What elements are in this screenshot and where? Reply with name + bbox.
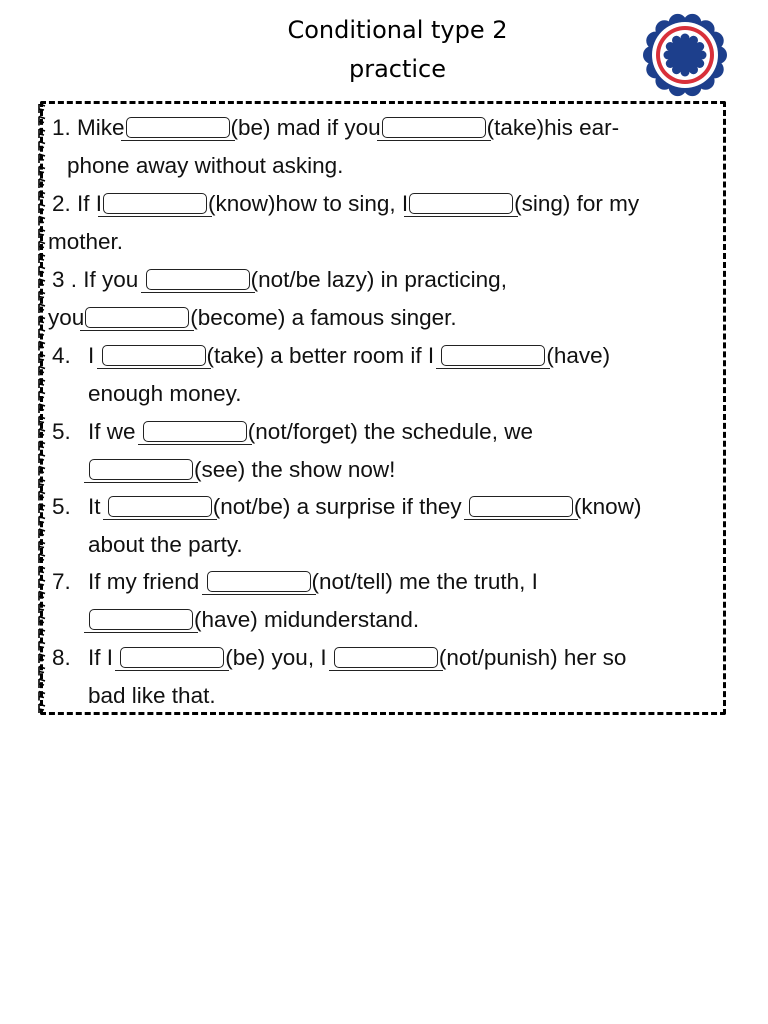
exercise-4-number: 4.: [52, 343, 71, 368]
title-line-2: practice: [348, 55, 447, 83]
answer-blank[interactable]: [103, 193, 207, 214]
exercise-3-line-1: 3 . If you (not/be lazy) in practicing,: [52, 267, 507, 292]
exercise-3-line-2: you (become) a famous singer.: [48, 305, 457, 330]
exercise-7-number: 7.: [52, 569, 71, 594]
exercise-2-line-2: mother.: [48, 229, 124, 254]
exercise-8-line-2: bad like that.: [88, 683, 216, 708]
title-line-1: Conditional type 2: [287, 16, 508, 44]
answer-blank[interactable]: [334, 647, 438, 668]
answer-blank[interactable]: [89, 609, 193, 630]
answer-blank[interactable]: [126, 117, 230, 138]
exercise-8-line-1: If I (be) you, I (not/punish) her so: [88, 645, 627, 670]
exercise-5-line-1: If we (not/forget) the schedule, we: [88, 419, 533, 444]
exercise-1-line-2: phone away without asking.: [67, 153, 344, 178]
exercise-2-line-1: 2. If I (know)how to sing, I (sing) for my: [52, 191, 640, 216]
answer-blank[interactable]: [108, 496, 212, 517]
exercise-6-number: 5.: [52, 494, 71, 519]
answer-blank[interactable]: [441, 345, 545, 366]
answer-blank[interactable]: [382, 117, 486, 138]
answer-blank[interactable]: [146, 269, 250, 290]
answer-blank[interactable]: [85, 307, 189, 328]
exercise-7-line-2: (have) midunderstand.: [88, 607, 419, 633]
answer-blank[interactable]: [143, 421, 247, 442]
exercise-4-line-2: enough money.: [88, 381, 242, 406]
exercise-4-line-1: I (take) a better room if I (have): [88, 343, 611, 368]
exercise-5-number: 5.: [52, 419, 71, 444]
answer-blank[interactable]: [102, 345, 206, 366]
exercise-1-line-1: 1. Mike (be) mad if you (take)his ear-: [52, 115, 620, 140]
answer-blank[interactable]: [409, 193, 513, 214]
answer-blank[interactable]: [89, 459, 193, 480]
exercise-6-line-2: about the party.: [88, 532, 243, 557]
answer-blank[interactable]: [207, 571, 311, 592]
exercise-7-line-1: If my friend (not/tell) me the truth, I: [88, 569, 538, 594]
answer-blank[interactable]: [120, 647, 224, 668]
answer-blank[interactable]: [469, 496, 573, 517]
exercise-5-line-2: (see) the show now!: [88, 457, 395, 483]
rosette-icon: [640, 10, 730, 100]
exercise-6-line-1: It (not/be) a surprise if they (know): [88, 494, 642, 519]
exercise-8-number: 8.: [52, 645, 71, 670]
